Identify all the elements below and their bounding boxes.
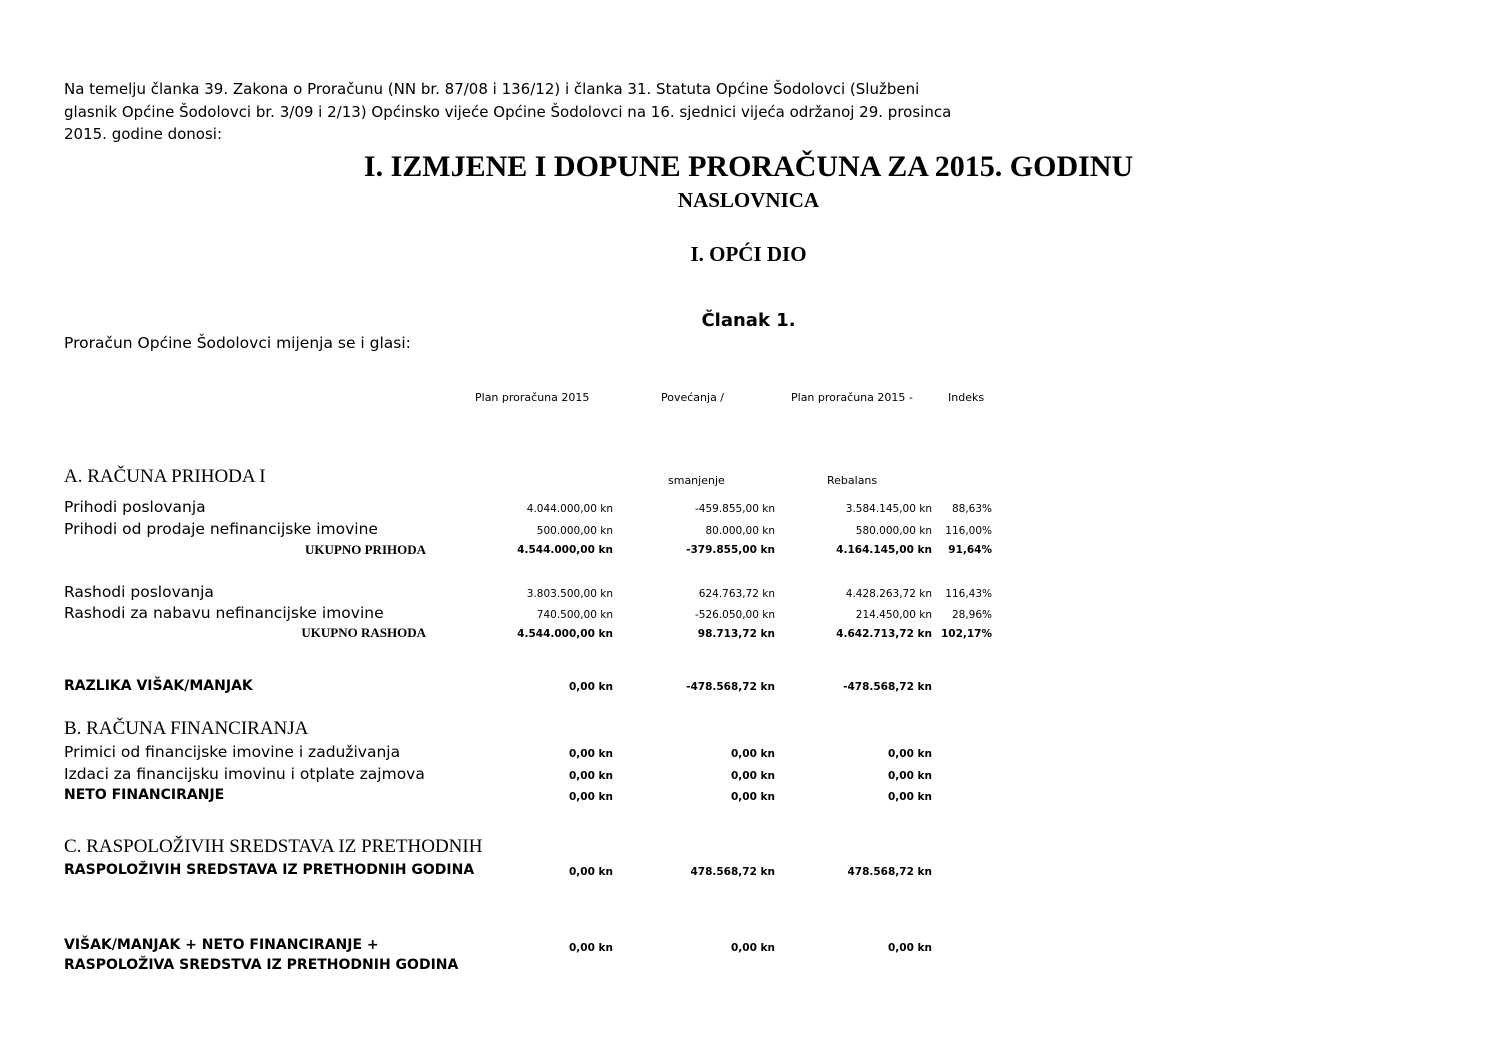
cell-change: 0,00 kn — [730, 942, 775, 954]
row-label: Izdaci za financijsku imovinu i otplate zajmova — [64, 765, 425, 783]
cell-change: -526.050,00 kn — [695, 609, 775, 621]
cell-rebalans: 4.164.145,00 kn — [836, 544, 932, 556]
cell-change: 80.000,00 kn — [705, 525, 775, 537]
cell-plan: 0,00 kn — [568, 866, 613, 878]
cell-plan: 4.544.000,00 kn — [517, 544, 613, 556]
cell-rebalans: 0,00 kn — [887, 942, 932, 954]
cell-change: 0,00 kn — [730, 791, 775, 803]
article-heading: Članak 1. — [701, 310, 796, 331]
cell-index: 116,43% — [945, 588, 992, 600]
cell-index: 116,00% — [945, 525, 992, 537]
total-expense-label: UKUPNO RASHODA — [301, 625, 426, 640]
cell-rebalans: 4.642.713,72 kn — [836, 628, 932, 640]
carryover-label: RASPOLOŽIVIH SREDSTAVA IZ PRETHODNIH GODINA — [64, 862, 475, 878]
cell-change: 0,00 kn — [730, 748, 775, 760]
document-subtitle: NASLOVNICA — [677, 188, 820, 212]
cell-change: -478.568,72 kn — [686, 681, 775, 693]
cell-change: -459.855,00 kn — [695, 503, 775, 515]
cell-index: 102,17% — [940, 628, 992, 640]
cell-plan: 0,00 kn — [568, 748, 613, 760]
col-header-rebalans-2: Rebalans — [827, 474, 878, 487]
final-label-line-2: RASPOLOŽIVA SREDSTVA IZ PRETHODNIH GODINA — [64, 957, 459, 973]
cell-rebalans: 0,00 kn — [887, 748, 932, 760]
cell-change: 98.713,72 kn — [697, 628, 775, 640]
cell-plan: 740.500,00 kn — [536, 609, 613, 621]
cell-plan: 500.000,00 kn — [536, 525, 613, 537]
lead-text: Proračun Općine Šodolovci mijenja se i glasi: — [64, 334, 411, 352]
cell-change: 478.568,72 kn — [690, 866, 775, 878]
cell-rebalans: 478.568,72 kn — [847, 866, 932, 878]
col-header-change: Povećanja / — [661, 391, 725, 404]
cell-plan: 4.544.000,00 kn — [517, 628, 613, 640]
cell-plan: 0,00 kn — [568, 791, 613, 803]
section-a-heading: A. RAČUNA PRIHODA I — [64, 466, 266, 487]
cell-rebalans: 4.428.263,72 kn — [845, 588, 932, 600]
row-label: Prihodi od prodaje nefinancijske imovine — [64, 520, 378, 538]
row-label: Prihodi poslovanja — [64, 498, 206, 516]
cell-rebalans: 214.450,00 kn — [855, 609, 932, 621]
total-income-label: UKUPNO PRIHODA — [305, 542, 426, 557]
cell-rebalans: 3.584.145,00 kn — [845, 503, 932, 515]
cell-plan: 4.044.000,00 kn — [526, 503, 613, 515]
cell-index: 88,63% — [951, 503, 992, 515]
part-heading: I. OPĆI DIO — [690, 242, 807, 266]
cell-plan: 0,00 kn — [568, 681, 613, 693]
row-label: Rashodi poslovanja — [64, 583, 214, 601]
cell-change: 0,00 kn — [730, 770, 775, 782]
cell-rebalans: 580.000,00 kn — [855, 525, 932, 537]
cell-rebalans: 0,00 kn — [887, 791, 932, 803]
intro-line-1: Na temelju članka 39. Zakona o Proračunu (NN br. 87/08 i 136/12) i članka 31. Statuta Općine Šodolovci (Službeni — [64, 80, 920, 98]
cell-plan: 3.803.500,00 kn — [526, 588, 613, 600]
col-header-index: Indeks — [948, 391, 985, 404]
final-label-line-1: VIŠAK/MANJAK + NETO FINANCIRANJE + — [64, 937, 379, 953]
col-header-change-2: smanjenje — [668, 474, 725, 487]
row-label: Rashodi za nabavu nefinancijske imovine — [64, 604, 384, 622]
difference-label: RAZLIKA VIŠAK/MANJAK — [64, 678, 253, 694]
col-header-rebalans: Plan proračuna 2015 - — [791, 391, 913, 404]
cell-change: -379.855,00 kn — [686, 544, 775, 556]
cell-rebalans: 0,00 kn — [887, 770, 932, 782]
intro-line-2: glasnik Općine Šodolovci br. 3/09 i 2/13) Općinsko vijeće Općine Šodolovci na 16. sjednici vijeća održanoj 29. prosinca — [64, 103, 952, 121]
cell-rebalans: -478.568,72 kn — [843, 681, 932, 693]
intro-line-3: 2015. godine donosi: — [64, 125, 223, 143]
cell-change: 624.763,72 kn — [698, 588, 775, 600]
net-financing-label: NETO FINANCIRANJE — [64, 787, 225, 803]
cell-index: 28,96% — [951, 609, 992, 621]
cell-plan: 0,00 kn — [568, 942, 613, 954]
section-c-heading: C. RASPOLOŽIVIH SREDSTAVA IZ PRETHODNIH — [64, 836, 483, 857]
document-title: I. IZMJENE I DOPUNE PRORAČUNA ZA 2015. GODINU — [363, 150, 1134, 183]
section-b-heading: B. RAČUNA FINANCIRANJA — [64, 718, 309, 739]
cell-plan: 0,00 kn — [568, 770, 613, 782]
col-header-plan: Plan proračuna 2015 — [475, 391, 590, 404]
cell-index: 91,64% — [948, 544, 992, 556]
row-label: Primici od financijske imovine i zaduživanja — [64, 743, 401, 761]
